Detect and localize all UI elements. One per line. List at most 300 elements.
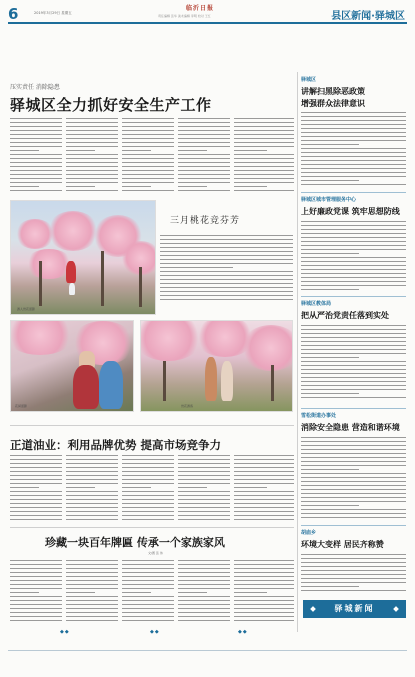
text-line: [234, 118, 294, 119]
brief-4-headline: 消除安全隐患 营造和谐环境: [301, 423, 400, 432]
text-line: [10, 471, 62, 472]
text-line: [178, 588, 230, 589]
text-line: [122, 471, 174, 472]
text-line: [301, 457, 406, 458]
lead-body-col-5: [234, 118, 294, 194]
text-line: [301, 369, 406, 370]
text-line: [178, 616, 230, 617]
text-line: [66, 122, 118, 123]
text-line: [10, 134, 62, 135]
text-line: [234, 612, 294, 613]
third-body-col-2: [66, 560, 118, 626]
text-line: [301, 257, 406, 258]
text-line: [301, 221, 406, 222]
text-line: [234, 178, 294, 179]
text-line: [122, 600, 174, 601]
text-line: [66, 150, 95, 151]
text-line: [301, 172, 406, 173]
text-line: [234, 503, 294, 504]
text-line: [66, 503, 118, 504]
text-line: [122, 511, 174, 512]
text-line: [10, 588, 62, 589]
text-line: [234, 580, 294, 581]
text-line: [301, 184, 406, 185]
text-line: [301, 349, 406, 350]
text-line: [122, 154, 174, 155]
text-line: [301, 385, 406, 386]
text-line: [10, 182, 62, 183]
text-line: [301, 233, 406, 234]
text-line: [234, 471, 294, 472]
text-line: [66, 170, 118, 171]
text-line: [10, 170, 62, 171]
text-line: [66, 592, 95, 593]
text-line: [178, 491, 230, 492]
text-line: [66, 166, 118, 167]
brief-1-headline-line-1: 讲解扫黑除恶政策: [301, 87, 365, 96]
text-line: [178, 134, 230, 135]
text-line: [10, 186, 39, 187]
text-line: [301, 578, 406, 579]
text-line: [122, 564, 174, 565]
text-line: [301, 373, 406, 374]
brief-5-section: 胡庙乡: [301, 530, 317, 536]
text-line: [122, 507, 174, 508]
text-line: [10, 511, 62, 512]
text-line: [234, 154, 294, 155]
text-line: [234, 459, 294, 460]
ornament-right: ◆◆: [238, 629, 248, 635]
third-body-col-4: [178, 560, 230, 626]
text-line: [10, 483, 62, 484]
text-line: [66, 604, 118, 605]
text-line: [234, 186, 267, 187]
text-line: [301, 574, 406, 575]
lead-body-col-4: [178, 118, 230, 194]
text-line: [178, 463, 230, 464]
text-line: [178, 487, 207, 488]
text-line: [160, 299, 293, 300]
text-line: [10, 479, 62, 480]
text-line: [10, 580, 62, 581]
text-line: [301, 501, 406, 502]
text-line: [66, 463, 118, 464]
text-line: [301, 489, 406, 490]
text-line: [178, 146, 230, 147]
footer-banner-text: 驿城新闻: [334, 604, 375, 613]
text-line: [301, 377, 406, 378]
text-line: [10, 515, 62, 516]
text-line: [122, 620, 174, 621]
text-line: [122, 459, 174, 460]
text-line: [66, 616, 118, 617]
text-line: [178, 576, 230, 577]
text-line: [122, 134, 174, 135]
text-line: [122, 126, 174, 127]
text-line: [122, 495, 174, 496]
text-line: [122, 483, 174, 484]
text-line: [10, 174, 62, 175]
text-line: [178, 182, 230, 183]
text-line: [178, 620, 230, 621]
text-line: [10, 178, 62, 179]
photo-feature: [10, 200, 293, 412]
text-line: [234, 564, 294, 565]
text-line: [66, 580, 118, 581]
text-line: [122, 174, 174, 175]
text-line: [178, 166, 230, 167]
sidebar-briefs: [301, 72, 406, 632]
text-line: [301, 477, 406, 478]
text-line: [66, 138, 118, 139]
text-line: [234, 146, 294, 147]
text-line: [10, 592, 39, 593]
text-line: [234, 138, 294, 139]
text-line: [301, 570, 406, 571]
text-line: [66, 491, 118, 492]
text-line: [301, 124, 406, 125]
text-line: [122, 499, 174, 500]
third-headline: 珍藏一块百年牌匾 传承一个家族家风: [45, 536, 225, 549]
text-line: [301, 357, 359, 358]
text-line: [301, 337, 406, 338]
text-line: [122, 616, 174, 617]
text-line: [10, 519, 62, 520]
text-line: [160, 279, 293, 280]
text-line: [122, 479, 174, 480]
text-line: [10, 600, 62, 601]
text-line: [160, 275, 293, 276]
text-line: [66, 487, 95, 488]
text-line: [301, 353, 406, 354]
text-line: [66, 600, 118, 601]
text-line: [234, 150, 267, 151]
text-line: [301, 116, 406, 117]
text-line: [66, 162, 118, 163]
text-line: [301, 273, 406, 274]
text-line: [234, 511, 294, 512]
text-line: [234, 182, 294, 183]
text-line: [301, 509, 406, 510]
text-line: [301, 493, 406, 494]
article-divider-2: [10, 527, 294, 528]
text-line: [234, 588, 294, 589]
text-line: [234, 134, 294, 135]
text-line: [122, 515, 174, 516]
second-headline: 正道油业：利用品牌优势 提高市场竞争力: [10, 438, 222, 452]
text-line: [66, 158, 118, 159]
text-line: [301, 144, 359, 145]
text-line: [178, 471, 230, 472]
text-line: [301, 365, 406, 366]
article-divider: [10, 425, 294, 426]
brief-3-section: 驿城区教体局: [301, 301, 332, 307]
text-line: [160, 263, 293, 264]
text-line: [160, 243, 293, 244]
text-line: [301, 449, 406, 450]
text-line: [10, 467, 62, 468]
newspaper-logo: 临沂日报: [186, 5, 215, 12]
text-line: [66, 515, 118, 516]
text-line: [66, 499, 118, 500]
text-line: [178, 596, 230, 597]
text-line: [66, 118, 118, 119]
text-line: [178, 604, 230, 605]
lead-body-col-2: [66, 118, 118, 194]
text-line: [301, 453, 406, 454]
text-line: [301, 277, 406, 278]
section-title: 县区新闻·驿城区: [331, 11, 405, 22]
text-line: [234, 463, 294, 464]
text-line: [10, 190, 62, 191]
text-line: [66, 483, 118, 484]
text-line: [178, 178, 230, 179]
text-line: [301, 465, 406, 466]
strolling-photo: [140, 320, 293, 412]
brief-1-section: 驿城区: [301, 77, 317, 83]
text-line: [234, 515, 294, 516]
text-line: [122, 166, 174, 167]
text-line: [66, 588, 118, 589]
text-line: [301, 562, 406, 563]
third-body-col-5: [234, 560, 294, 626]
text-line: [301, 582, 406, 583]
text-line: [10, 138, 62, 139]
text-line: [301, 469, 359, 470]
text-line: [66, 182, 118, 183]
text-line: [178, 467, 230, 468]
text-line: [160, 267, 233, 268]
text-line: [160, 295, 293, 296]
text-line: [178, 495, 230, 496]
text-line: [66, 126, 118, 127]
text-line: [234, 130, 294, 131]
text-line: [234, 616, 294, 617]
text-line: [178, 122, 230, 123]
text-line: [160, 259, 293, 260]
peach-orchard-photo: [10, 200, 156, 315]
text-line: [10, 154, 62, 155]
text-line: [66, 576, 118, 577]
page-bottom-rule: [8, 650, 407, 651]
text-line: [301, 333, 406, 334]
text-line: [122, 572, 174, 573]
second-body-col-3: [122, 455, 174, 523]
text-line: [301, 517, 406, 518]
text-line: [301, 566, 406, 567]
text-line: [66, 620, 118, 621]
text-line: [122, 142, 174, 143]
ornament-left: ◆◆: [60, 629, 70, 635]
text-line: [122, 158, 174, 159]
text-line: [301, 132, 406, 133]
text-line: [66, 612, 118, 613]
text-line: [234, 600, 294, 601]
brief-3-headline: 把从严治党责任落到实处: [301, 311, 389, 320]
text-line: [301, 241, 406, 242]
text-line: [122, 190, 174, 191]
photo-caption-2: 花间留影: [15, 404, 28, 408]
text-line: [10, 118, 62, 119]
text-line: [160, 247, 293, 248]
text-line: [234, 170, 294, 171]
text-line: [10, 584, 62, 585]
text-line: [301, 389, 406, 390]
text-line: [66, 564, 118, 565]
text-line: [160, 283, 293, 284]
text-line: [10, 568, 62, 569]
text-line: [66, 190, 118, 191]
text-line: [301, 156, 406, 157]
text-line: [10, 162, 62, 163]
text-line: [301, 261, 406, 262]
text-line: [66, 560, 118, 561]
text-line: [234, 158, 294, 159]
text-line: [122, 146, 174, 147]
text-line: [10, 576, 62, 577]
text-line: [234, 608, 294, 609]
text-line: [178, 475, 230, 476]
text-line: [66, 568, 118, 569]
text-line: [66, 142, 118, 143]
text-line: [178, 515, 230, 516]
text-line: [66, 174, 118, 175]
editor-credits: 责任编辑 张华 美术编辑 李明 校对 王红: [158, 14, 211, 18]
text-line: [66, 459, 118, 460]
text-line: [178, 118, 230, 119]
text-line: [301, 253, 359, 254]
text-line: [234, 568, 294, 569]
text-line: [178, 130, 230, 131]
text-line: [10, 608, 62, 609]
text-line: [178, 483, 230, 484]
text-line: [178, 584, 230, 585]
text-line: [234, 190, 294, 191]
text-line: [10, 612, 62, 613]
text-line: [301, 590, 406, 591]
photo-caption-1: 游人赏花留影: [17, 307, 36, 311]
text-line: [234, 560, 294, 561]
text-line: [122, 182, 174, 183]
text-line: [122, 487, 151, 488]
text-line: [234, 142, 294, 143]
text-line: [122, 130, 174, 131]
text-line: [234, 479, 294, 480]
page-number: 6: [8, 5, 19, 23]
text-line: [66, 495, 118, 496]
text-line: [301, 397, 406, 398]
text-line: [122, 588, 174, 589]
text-line: [234, 126, 294, 127]
text-line: [301, 461, 406, 462]
text-line: [234, 572, 294, 573]
text-line: [178, 592, 207, 593]
text-line: [66, 154, 118, 155]
text-line: [10, 596, 62, 597]
text-line: [160, 235, 293, 236]
text-line: [301, 136, 406, 137]
text-line: [178, 511, 230, 512]
text-line: [301, 265, 406, 266]
text-line: [301, 176, 406, 177]
text-line: [10, 146, 62, 147]
text-line: [234, 495, 294, 496]
text-line: [301, 513, 406, 514]
text-line: [178, 150, 207, 151]
text-line: [301, 168, 406, 169]
text-line: [301, 554, 406, 555]
text-line: [301, 281, 406, 282]
photo-feature-text: [160, 235, 293, 305]
text-line: [178, 560, 230, 561]
brief-1-body: [301, 112, 406, 188]
text-line: [10, 459, 62, 460]
text-line: [122, 455, 174, 456]
text-line: [301, 269, 406, 270]
text-line: [122, 118, 174, 119]
brief-2-headline: 上好廉政党课 筑牢思想防线: [301, 207, 400, 216]
text-line: [301, 505, 359, 506]
text-line: [66, 596, 118, 597]
text-line: [301, 285, 406, 286]
text-line: [178, 580, 230, 581]
text-line: [301, 393, 359, 394]
text-line: [66, 178, 118, 179]
visitors-photo: [10, 320, 134, 412]
text-line: [301, 225, 406, 226]
text-line: [66, 186, 95, 187]
text-line: [122, 604, 174, 605]
text-line: [122, 608, 174, 609]
third-byline: 文/图 张 伟: [148, 551, 163, 555]
text-line: [301, 180, 359, 181]
text-line: [10, 122, 62, 123]
brief-3-body: [301, 325, 406, 403]
text-line: [234, 162, 294, 163]
text-line: [10, 130, 62, 131]
text-line: [301, 140, 406, 141]
text-line: [301, 497, 406, 498]
text-line: [301, 128, 406, 129]
text-line: [10, 455, 62, 456]
brief-5-body: [301, 554, 406, 596]
text-line: [66, 471, 118, 472]
text-line: [122, 491, 174, 492]
text-line: [122, 467, 174, 468]
text-line: [10, 499, 62, 500]
text-line: [122, 580, 174, 581]
text-line: [301, 445, 406, 446]
brief-2-body: [301, 221, 406, 293]
text-line: [178, 499, 230, 500]
text-line: [66, 134, 118, 135]
text-line: [10, 142, 62, 143]
text-line: [178, 142, 230, 143]
text-line: [178, 190, 230, 191]
text-line: [10, 572, 62, 573]
text-line: [178, 158, 230, 159]
text-line: [178, 519, 230, 520]
text-line: [122, 596, 174, 597]
text-line: [178, 600, 230, 601]
text-line: [234, 584, 294, 585]
text-line: [301, 160, 406, 161]
text-line: [301, 473, 406, 474]
text-line: [122, 612, 174, 613]
text-line: [301, 229, 406, 230]
issue-date: 2019年3月29日 星期五: [34, 11, 72, 15]
text-line: [234, 519, 294, 520]
